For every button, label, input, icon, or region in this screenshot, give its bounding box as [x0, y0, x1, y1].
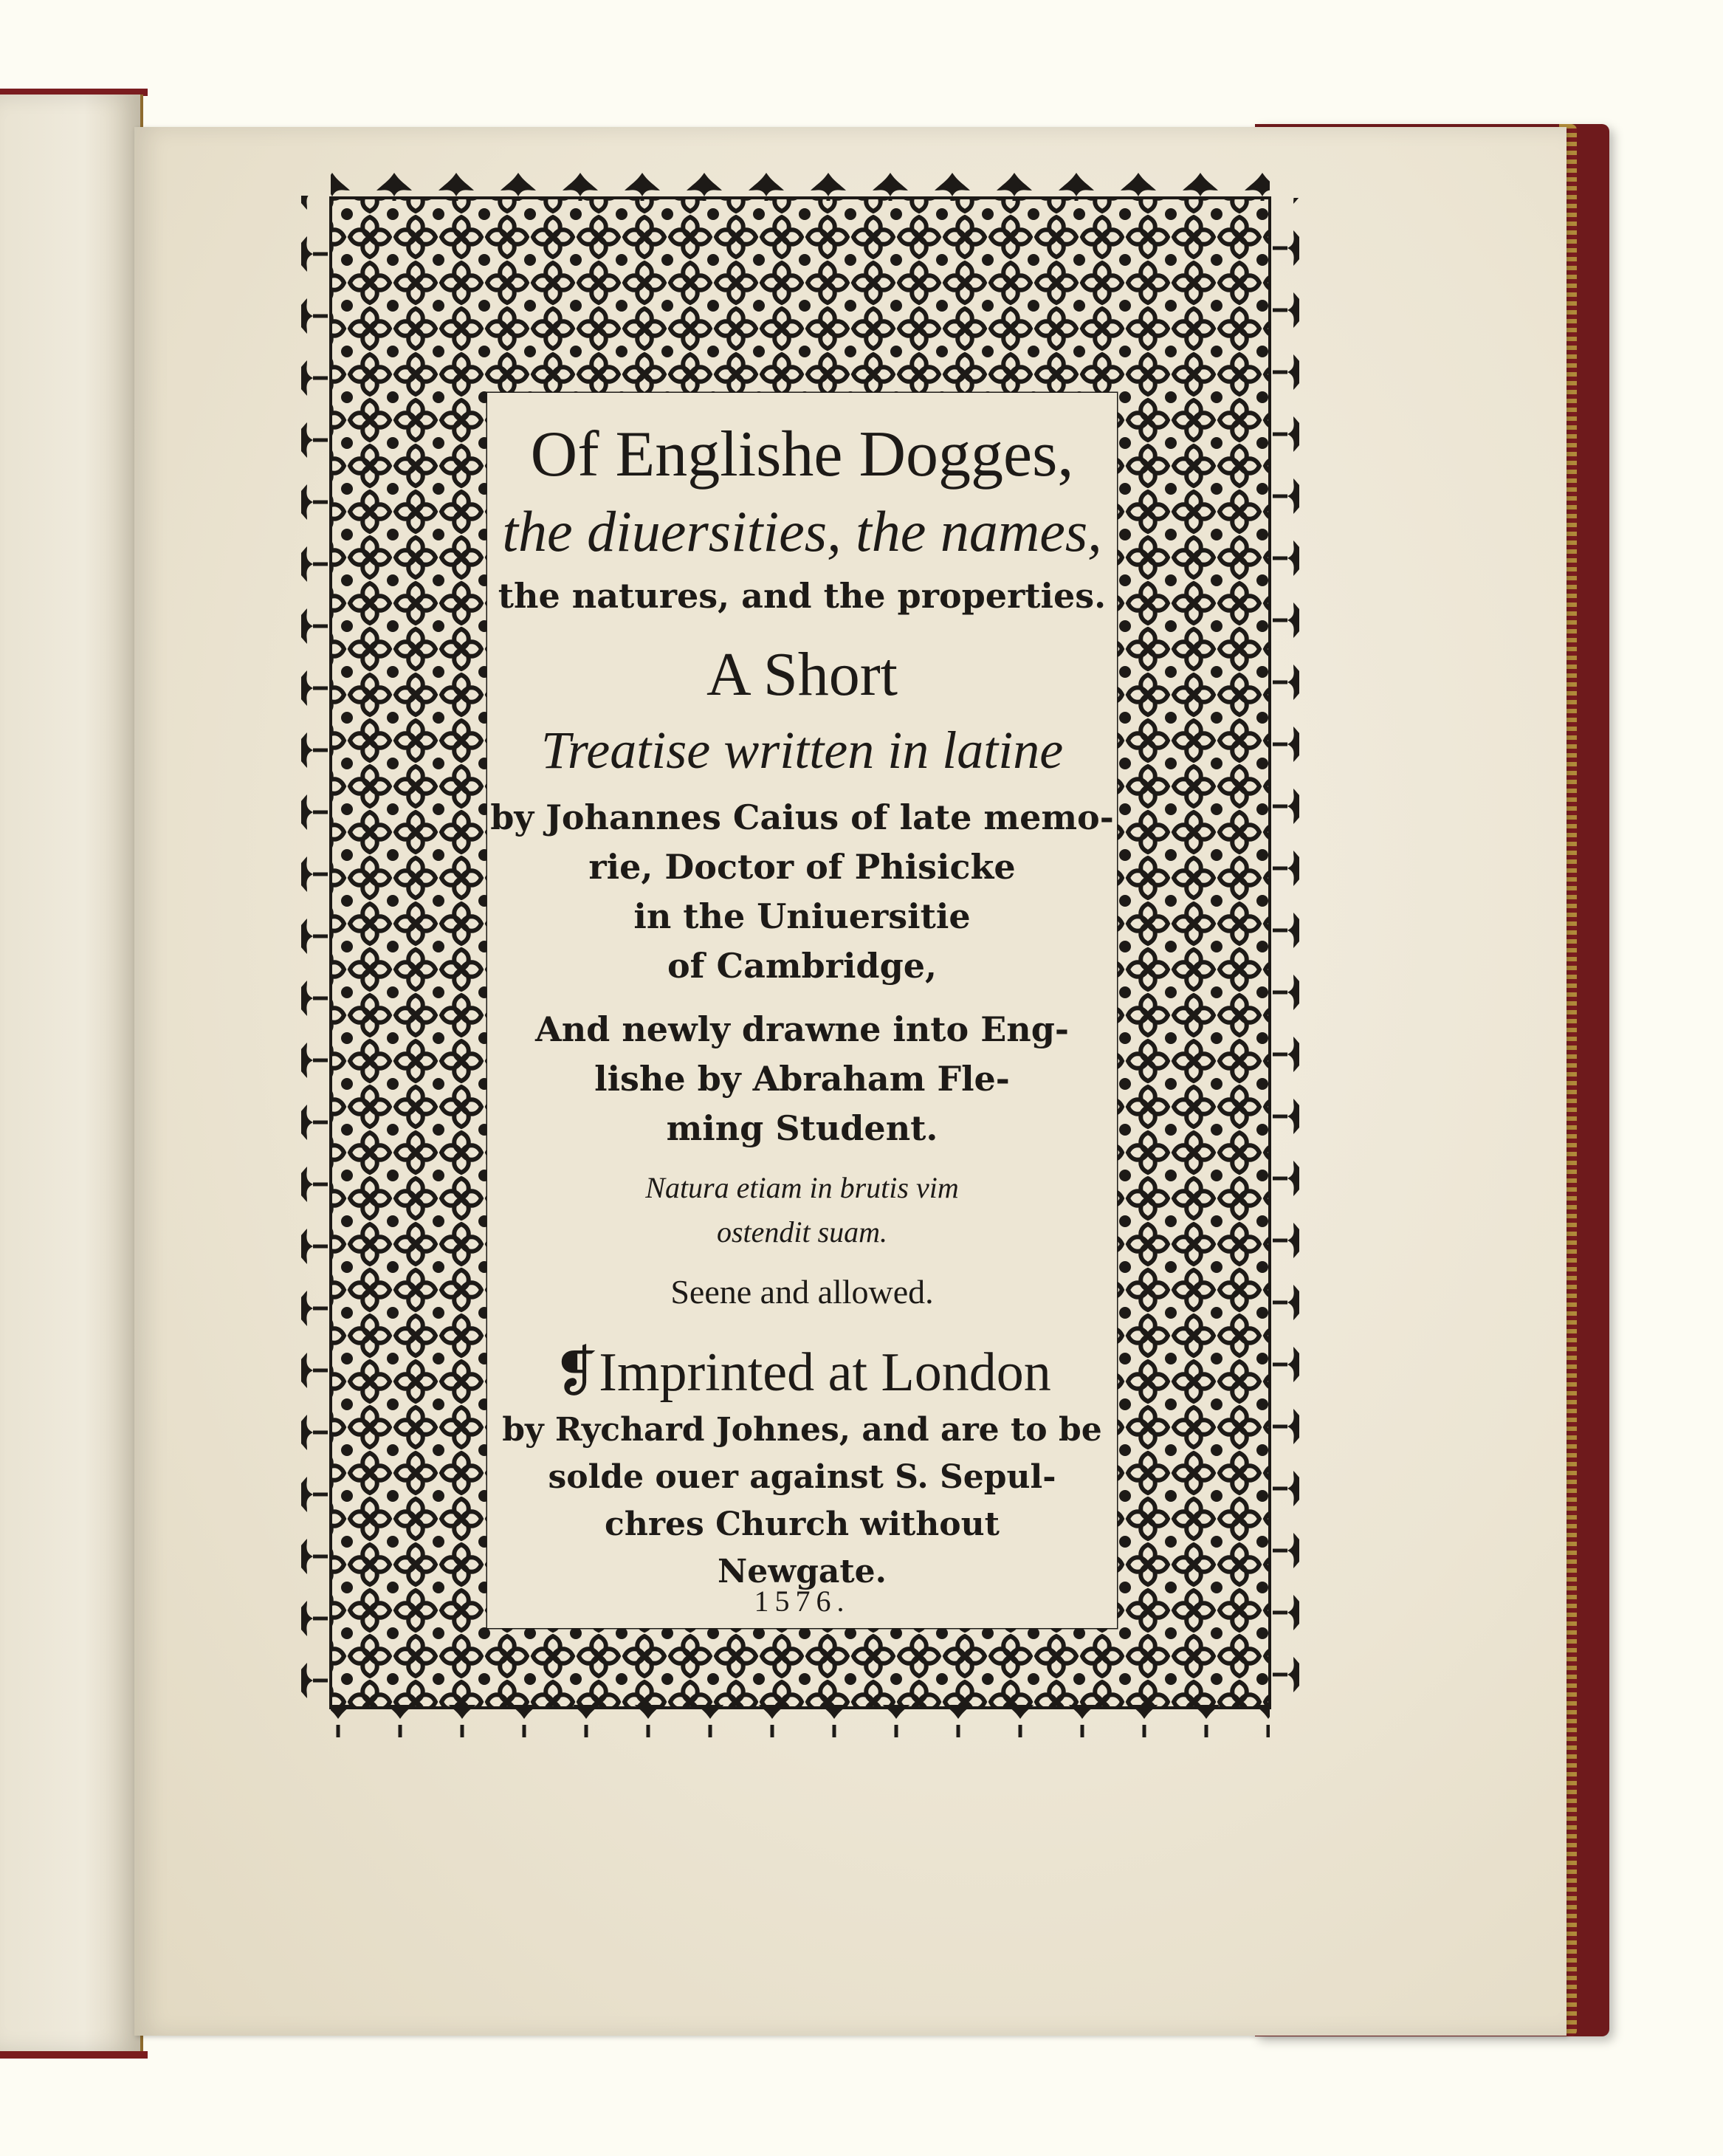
left-page [0, 95, 143, 2051]
translator-line-2: lishe by Abraham Fle- [594, 1059, 1010, 1099]
subtitle-line-1: A Short [706, 640, 898, 709]
publication-year: 1576. [754, 1585, 850, 1618]
subtitle-line-2: Treatise written in latine [540, 721, 1064, 780]
author-line-1: by Johannes Caius of late memo- [490, 797, 1114, 837]
author-line-3: in the Uniuersitie [633, 896, 971, 936]
imprint-line-5: Newgate. [717, 1553, 887, 1590]
translator-line-1: And newly drawne into Eng- [535, 1009, 1069, 1049]
title-text-block [487, 402, 1117, 1621]
imprint-line-1: ❡Imprinted at London [553, 1342, 1051, 1403]
author-line-4: of Cambridge, [667, 946, 938, 986]
license-line: Seene and allowed. [670, 1273, 934, 1311]
title-line-1: Of Englishe Dogges, [530, 419, 1074, 490]
author-line-2: rie, Doctor of Phisicke [588, 847, 1016, 887]
imprint-line-3: solde ouer against S. Sepul- [548, 1458, 1056, 1496]
motto-line-2: ostendit suam. [716, 1215, 888, 1249]
imprint-line-2: by Rychard Johnes, and are to be [502, 1411, 1102, 1449]
translator-line-3: ming Student. [666, 1108, 938, 1148]
imprint-line-4: chres Church without [605, 1506, 1000, 1543]
title-line-3: the natures, and the properties. [498, 576, 1107, 616]
motto-line-1: Natura etiam in brutis vim [645, 1171, 959, 1204]
pilcrow-icon: ❡ [553, 1342, 599, 1403]
title-line-2: the diuersities, the names, [502, 499, 1102, 563]
